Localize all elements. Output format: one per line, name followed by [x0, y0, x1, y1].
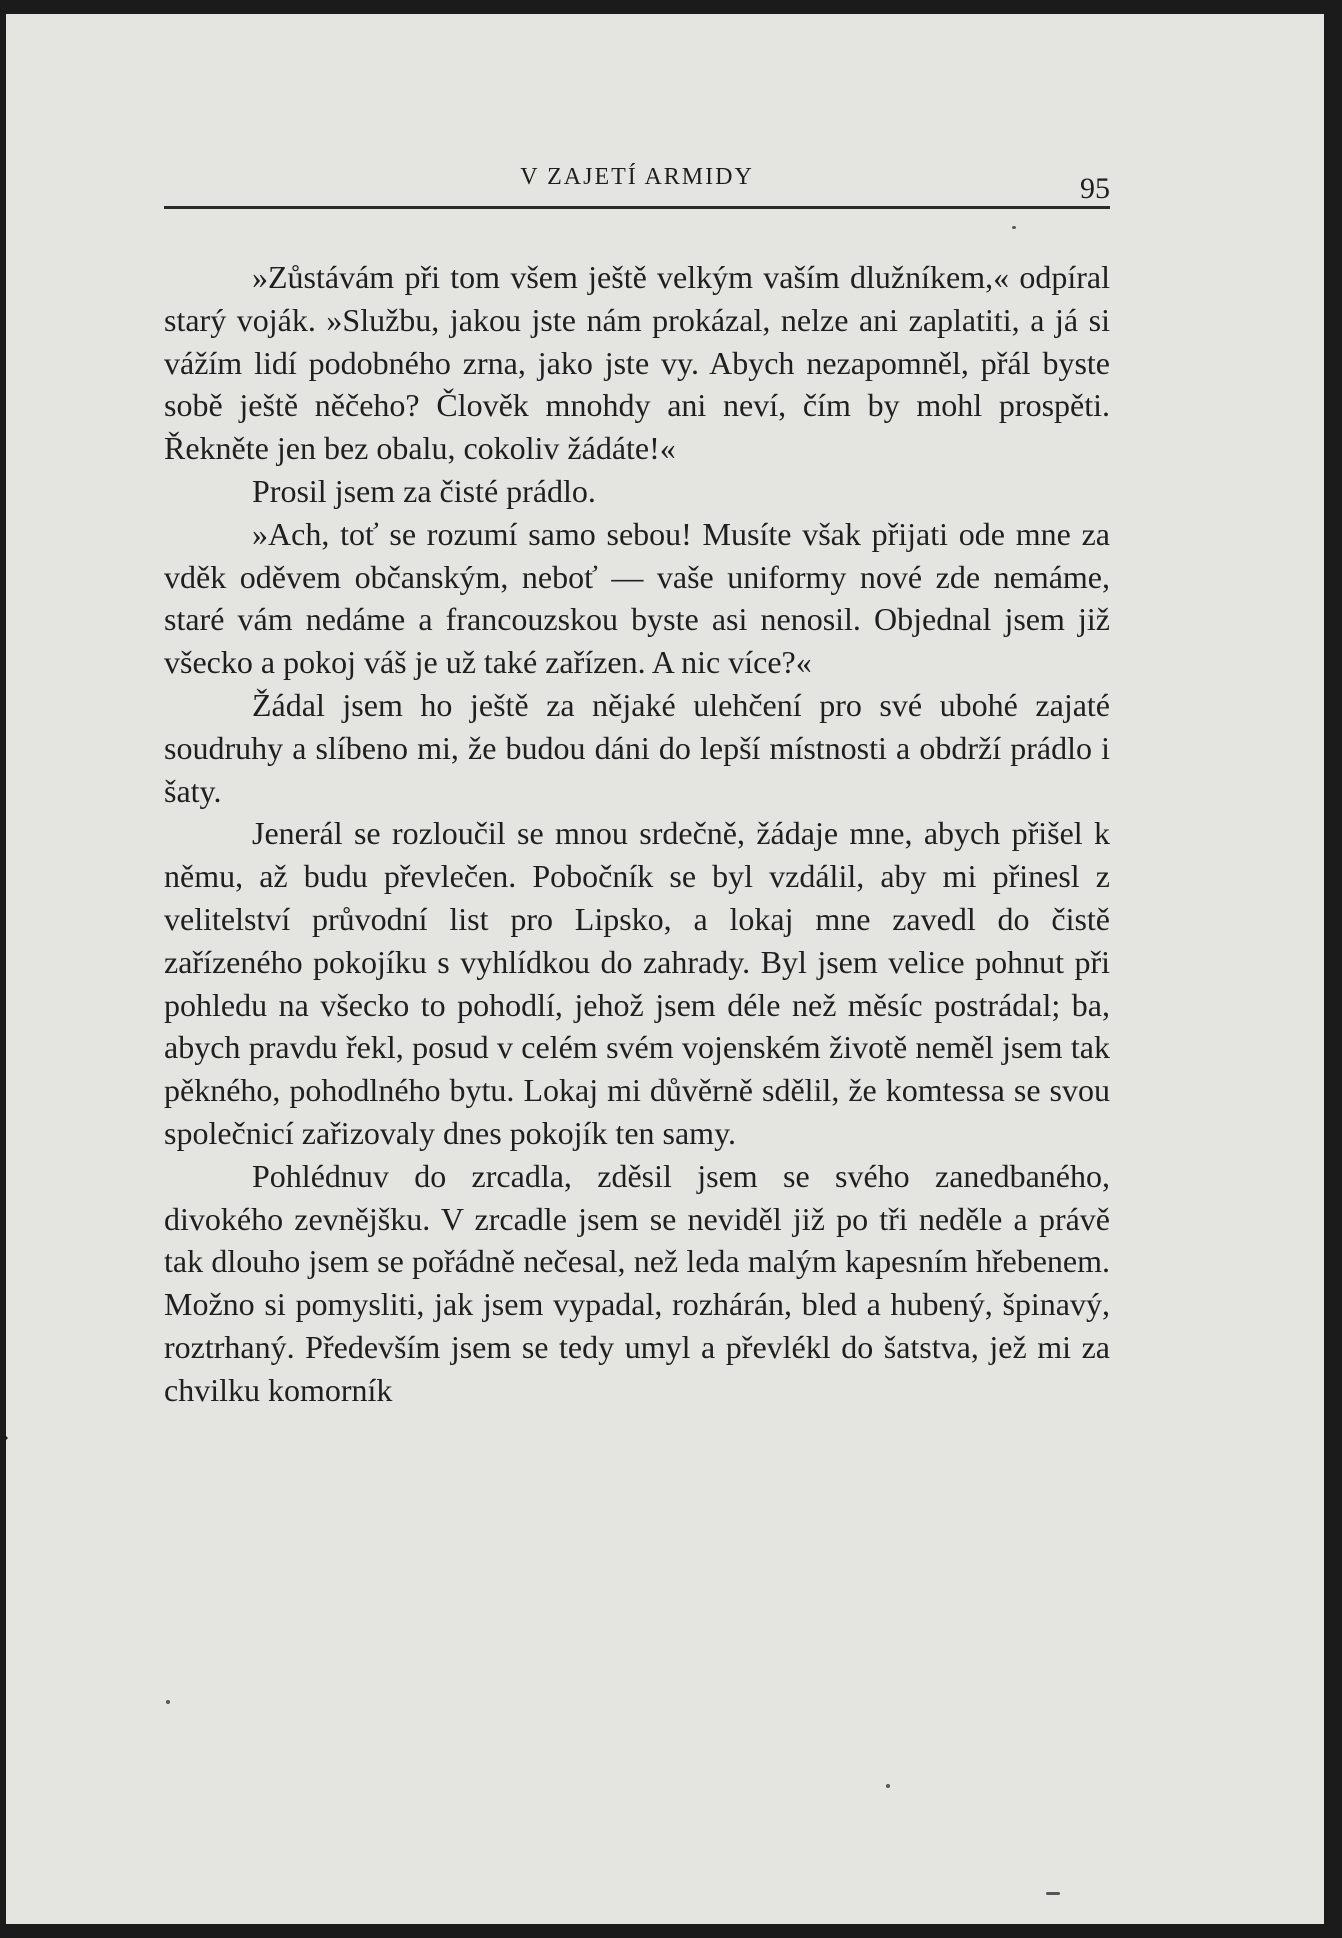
header-rule: [164, 206, 1110, 209]
body-text: [164, 256, 1110, 1412]
scan-speck: [886, 1784, 890, 1788]
paragraph: »Zůstávám při tom všem ještě velkým vaším dlužníkem,« odpíral starý voják. »Službu, jakou jste nám prokázal, nelze ani zaplatiti, a já si vážím lidí podobného zrna, jako jste vy. Abych nezapomněl, přál byste sobě ještě něčeho? Člověk mnohdy ani neví, čím by mohl prospěti. Řekněte jen bez obalu, cokoliv žádáte!«: [164, 259, 1110, 467]
paragraph: Jenerál se rozloučil se mnou srdečně, žádaje mne, abych přišel k němu, až budu převlečen. Pobočník se byl vzdálil, aby mi přinesl z velitelství průvodní list pro Lipsko, a lokaj mne zavedl do čistě zařízeného pokojíku s vyhlídkou do zahrady. Byl jsem velice pohnut při pohledu na všecko to pohodlí, jehož jsem déle než měsíc postrádal; ba, abych pravdu řekl, posud v celém svém vojenském životě neměl jsem tak pěkného, pohodlného bytu. Lokaj mi důvěrně sdělil, že komtessa se svou společnicí zařizovaly dnes pokojík ten samy.: [164, 815, 1110, 1151]
page-edge-notch: [0, 1430, 8, 1446]
paragraph: »Ach, toť se rozumí samo sebou! Musíte však přijati ode mne za vděk oděvem občanským, neboť — vaše uniformy nové zde nemáme, staré vám nedáme a francouzskou byste asi nenosil. Objednal jsem již všecko a pokoj váš je už také zařízen. A nic více?«: [164, 515, 1110, 681]
scan-speck: [1012, 226, 1016, 229]
paragraph: Žádal jsem ho ještě za nějaké ulehčení pro své ubohé zajaté soudruhy a slíbeno mi, že budou dáni do lepší místnosti a obdrží prádlo i šaty.: [164, 686, 1110, 809]
running-title: V ZAJETÍ ARMIDY: [520, 164, 754, 190]
scan-speck: [1046, 1892, 1060, 1895]
paragraph: Prosil jsem za čisté prádlo.: [252, 472, 596, 509]
page-number: 95: [1080, 172, 1110, 205]
scan-speck: [166, 1700, 170, 1704]
paragraph: Pohlédnuv do zrcadla, zděsil jsem se svého zanedbaného, divokého zevnějšku. V zrcadle jsem se neviděl již po tři neděle a právě tak dlouho jsem se pořádně nečesal, než leda malým kapesním hřebenem. Možno si pomysliti, jak jsem vypadal, rozhárán, bled a hubený, špinavý, roztrhaný. Především jsem se tedy umyl a převlékl do šatstva, jež mi za chvilku komorník: [164, 1157, 1110, 1408]
page-header: [164, 160, 1110, 204]
